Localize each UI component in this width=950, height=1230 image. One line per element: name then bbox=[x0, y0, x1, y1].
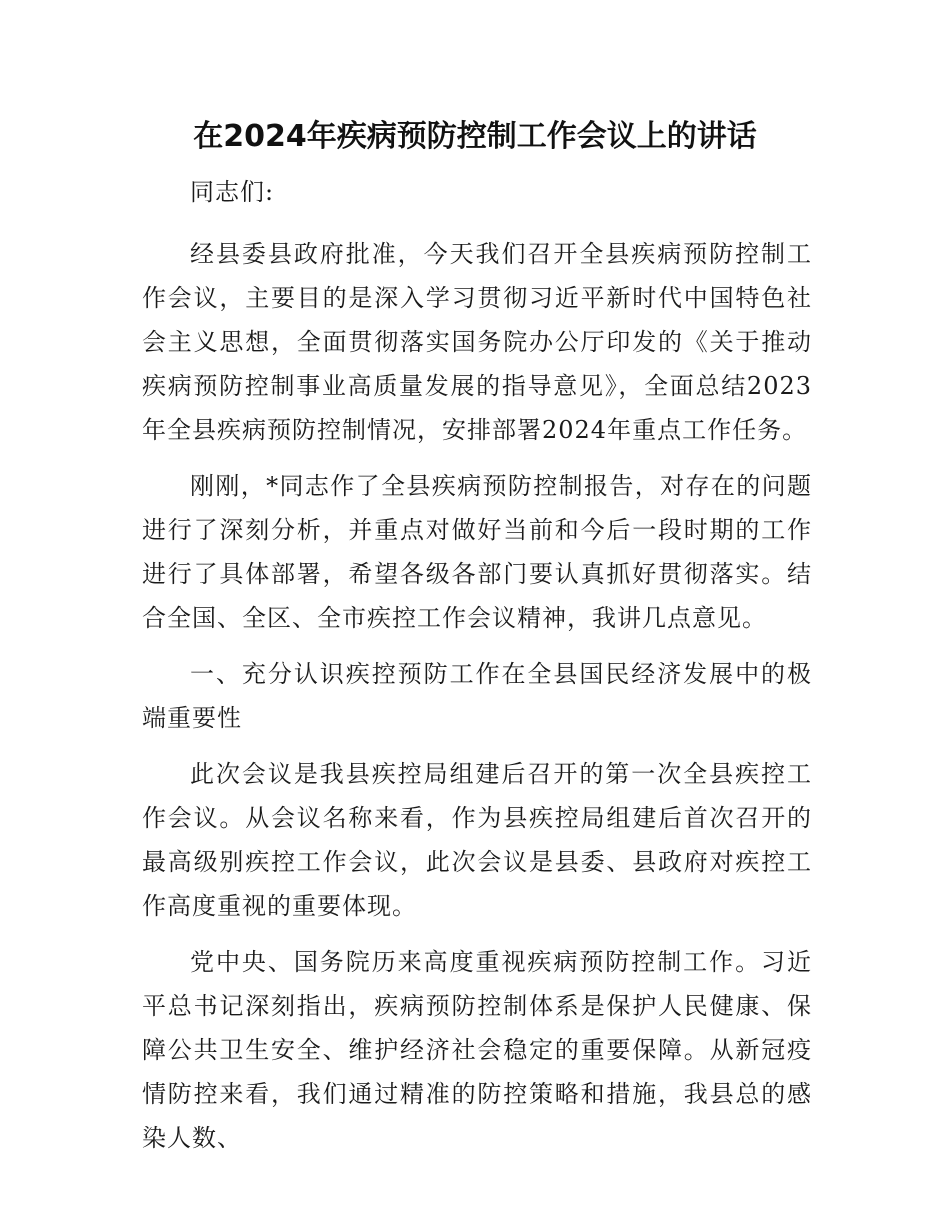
paragraph-meeting: 此次会议是我县疾控局组建后召开的第一次全县疾控工作会议。从会议名称来看，作为县疾控局组建后首次召开的最高级别疾控工作会议，此次会议是县委、县政府对疾控工作高度重视的重要体现。 bbox=[142, 760, 812, 920]
salutation: 同志们: bbox=[190, 178, 275, 206]
paragraph-report: 刚刚，*同志作了全县疾病预防控制报告，对存在的问题进行了深刻分析，并重点对做好当前和今后一段时期的工作进行了具体部署，希望各级各部门要认真抓好贯彻落实。结合全国、全区、全市疾控工作会议精神，我讲几点意见。 bbox=[142, 472, 812, 632]
paragraph-intro: 经县委县政府批准，今天我们召开全县疾病预防控制工作会议，主要目的是深入学习贯彻习近平新时代中国特色社会主义思想，全面贯彻落实国务院办公厅印发的《关于推动疾病预防控制事业高质量发展的指导意见》，全面总结2023年全县疾病预防控制情况，安排部署2024年重点工作任务。 bbox=[142, 240, 812, 444]
document-title: 在2024年疾病预防控制工作会议上的讲话 bbox=[193, 119, 757, 154]
document-body bbox=[142, 170, 812, 1172]
paragraph-central-committee: 党中央、国务院历来高度重视疾病预防控制工作。习近平总书记深刻指出，疾病预防控制体系是保护人民健康、保障公共卫生安全、维护经济社会稳定的重要保障。从新冠疫情防控来看，我们通过精准的防控策略和措施，我县总的感染人数、 bbox=[142, 948, 812, 1152]
section-heading-1: 一、充分认识疾控预防工作在全县国民经济发展中的极端重要性 bbox=[142, 660, 812, 732]
